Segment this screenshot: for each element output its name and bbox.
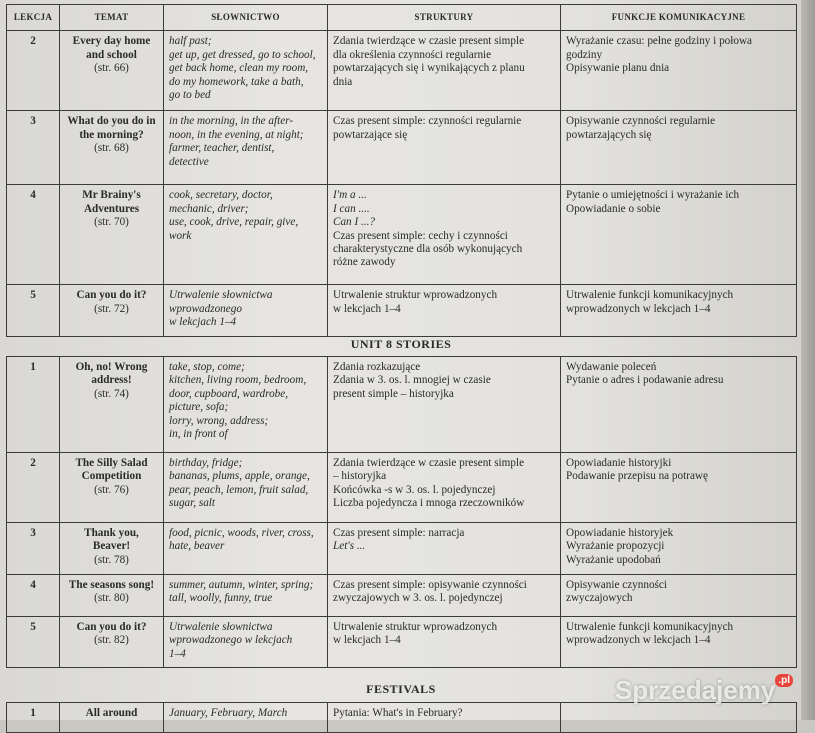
lesson-topic xyxy=(60,617,164,668)
text-line: dla określenia czynności regularnie xyxy=(333,48,492,61)
text-line: Can you do it? xyxy=(76,621,147,633)
structures-cell xyxy=(328,575,561,617)
text-line: Utrwalenie funkcji komunikacyjnych xyxy=(566,621,734,633)
lesson-topic xyxy=(60,357,164,453)
page-ref: (str. 76) xyxy=(94,483,129,496)
text-line: Czas present simple: czynności regularnie xyxy=(333,115,522,128)
functions-cell xyxy=(561,703,797,733)
header-temat: TEMAT xyxy=(60,5,164,31)
functions-cell xyxy=(561,185,797,285)
text-line: Zdania w 3. os. l. mnogiej w czasie xyxy=(333,374,491,387)
lesson-number: 5 xyxy=(7,617,60,668)
text-line: różne zawody xyxy=(333,256,396,269)
table-row xyxy=(7,523,797,575)
text-line: Pytanie o umiejętności i wyrażanie ich xyxy=(566,189,740,202)
vocabulary-cell xyxy=(164,703,328,733)
text-line: Czas present simple: narracja xyxy=(333,527,465,539)
vocabulary-cell xyxy=(164,111,328,185)
vocabulary-cell xyxy=(164,523,328,575)
structures-cell xyxy=(328,617,561,668)
page-ref: (str. 82) xyxy=(94,634,129,647)
lesson-topic xyxy=(60,523,164,575)
lesson-number: 2 xyxy=(7,31,60,111)
table-row xyxy=(7,31,797,111)
text-line: Zdania twierdzące w czasie present simple xyxy=(333,457,525,469)
text-line: sugar, salt xyxy=(169,497,216,510)
page-ref: (str. 70) xyxy=(94,216,129,229)
text-line: Utrwalenie słownictwa xyxy=(169,621,273,633)
text-line: Liczba pojedyncza i mnoga rzeczowników xyxy=(333,497,525,510)
text-line: lorry, wrong, address; xyxy=(169,414,269,427)
text-line: Thank you, Beaver! xyxy=(84,527,139,553)
text-line: Utrwalenie funkcji komunikacyjnych xyxy=(566,289,734,302)
functions-cell xyxy=(561,617,797,668)
text-line: wprowadzonego w lekcjach xyxy=(169,634,293,647)
text-line: Zdania twierdzące w czasie present simple xyxy=(333,35,525,48)
text-line: Can I ...? xyxy=(333,216,375,229)
text-line: summer, autumn, winter, spring; xyxy=(169,579,314,591)
text-line: Every day home xyxy=(72,35,151,48)
table-row xyxy=(7,111,797,185)
text-line: Utrwalenie struktur wprowadzonych xyxy=(333,289,498,302)
text-line: Wyrażanie upodobań xyxy=(566,553,661,566)
functions-cell xyxy=(561,523,797,575)
unit8-title: UNIT 8 STORIES xyxy=(350,337,452,351)
vocabulary-cell xyxy=(164,453,328,523)
structures-cell xyxy=(328,703,561,733)
text-line: Wydawanie poleceń xyxy=(566,361,657,373)
text-line: Oh, no! Wrong xyxy=(75,361,148,373)
text-line: in the morning, in the after- xyxy=(169,115,294,128)
table-row xyxy=(7,357,797,453)
text-line: godziny xyxy=(566,48,603,61)
festivals-title: FESTIVALS xyxy=(366,682,436,696)
text-line: Utrwalenie struktur wprowadzonych xyxy=(333,621,498,633)
lessons-table-unit7 xyxy=(6,4,797,337)
text-line: cook, secretary, doctor, xyxy=(169,189,273,202)
text-line: farmer, teacher, dentist, xyxy=(169,142,275,155)
text-line: wprowadzonego xyxy=(169,302,242,315)
text-line: and school xyxy=(86,48,137,61)
functions-cell xyxy=(561,575,797,617)
text-line: mechanic, driver; xyxy=(169,202,249,215)
page-ref: (str. 66) xyxy=(94,62,129,75)
text-line: Opowiadanie historyjek xyxy=(566,527,674,539)
text-line: powtarzających się i wynikających z planu xyxy=(333,62,525,75)
text-line: charakterystyczne dla osób wykonujących xyxy=(333,243,523,256)
lesson-topic xyxy=(60,285,164,336)
text-line: powtarzających się xyxy=(566,128,652,141)
text-line: Pytanie o adres i podawanie adresu xyxy=(566,374,724,387)
lesson-number: 5 xyxy=(7,285,60,336)
text-line: detective xyxy=(169,155,209,168)
text-line: Opowiadanie o sobie xyxy=(566,202,661,215)
text-line: 1–4 xyxy=(169,647,186,660)
structures-cell xyxy=(328,523,561,575)
text-line: wprowadzonych w lekcjach 1–4 xyxy=(566,302,711,315)
lesson-topic xyxy=(60,703,164,733)
text-line: noon, in the evening, at night; xyxy=(169,128,304,141)
text-line: tall, woolly, funny, true xyxy=(169,592,273,605)
text-line: bananas, plums, apple, orange, xyxy=(169,470,310,483)
text-line: Wyrażanie czasu: pełne godziny i połowa xyxy=(566,35,753,48)
lessons-table-festivals xyxy=(6,702,797,733)
text-line: w lekcjach 1–4 xyxy=(333,302,401,315)
text-line: dnia xyxy=(333,75,353,88)
text-line: Wyrażanie propozycji xyxy=(566,540,665,553)
text-line: I can .... xyxy=(333,202,370,215)
lesson-number: 4 xyxy=(7,575,60,617)
text-line: – historyjka xyxy=(333,470,387,483)
structures-cell xyxy=(328,285,561,336)
text-line: food, picnic, woods, river, cross, xyxy=(169,527,314,539)
text-line: Pytania: What's in February? xyxy=(333,707,463,719)
text-line: What do you do in xyxy=(67,115,156,128)
lesson-topic xyxy=(60,185,164,285)
text-line: Zdania rozkazujące xyxy=(333,361,421,373)
text-line: get up, get dressed, go to school, xyxy=(169,48,316,61)
text-line: Opisywanie czynności regularnie xyxy=(566,115,716,128)
text-line: address! xyxy=(91,374,132,387)
table-row xyxy=(7,703,797,733)
lesson-topic xyxy=(60,31,164,111)
page-ref: (str. 80) xyxy=(94,592,129,605)
watermark-logo: Sprzedajemy $^{.pl}$ xyxy=(615,675,793,706)
text-line: Czas present simple: opisywanie czynności xyxy=(333,579,527,591)
text-line: use, cook, drive, repair, give, work xyxy=(169,216,299,242)
functions-cell xyxy=(561,453,797,523)
text-line: Opowiadanie historyjki xyxy=(566,457,672,469)
text-line: half past; xyxy=(169,35,212,48)
text-line: the morning? xyxy=(79,128,144,141)
text-line: zwyczajowych w 3. os. l. pojedynczej xyxy=(333,592,503,605)
lesson-topic xyxy=(60,111,164,185)
lesson-number: 4 xyxy=(7,185,60,285)
text-line: birthday, fridge; xyxy=(169,457,243,469)
structures-cell xyxy=(328,31,561,111)
text-line: January, February, March xyxy=(169,707,288,719)
structures-cell xyxy=(328,357,561,453)
functions-cell xyxy=(561,111,797,185)
text-line: Czas present simple: cechy i czynności xyxy=(333,229,508,242)
vocabulary-cell xyxy=(164,357,328,453)
table-row xyxy=(7,453,797,523)
header-funkcje: FUNKCJE KOMUNIKACYJNE xyxy=(561,5,797,31)
table-row xyxy=(7,285,797,336)
lesson-number: 2 xyxy=(7,453,60,523)
lesson-number: 3 xyxy=(7,111,60,185)
text-line: Utrwalenie słownictwa xyxy=(169,289,273,302)
structures-cell xyxy=(328,185,561,285)
text-line: kitchen, living room, bedroom, xyxy=(169,374,307,387)
lesson-number: 1 xyxy=(7,703,60,733)
text-line: w lekcjach 1–4 xyxy=(333,634,401,647)
text-line: wprowadzonych w lekcjach 1–4 xyxy=(566,634,711,647)
functions-cell xyxy=(561,357,797,453)
text-line: hate, beaver xyxy=(169,540,225,553)
lesson-number: 3 xyxy=(7,523,60,575)
text-line: powtarzające się xyxy=(333,128,408,141)
vocabulary-cell xyxy=(164,617,328,668)
text-line: get back home, clean my room, xyxy=(169,62,309,75)
text-line: go to bed xyxy=(169,89,211,102)
functions-cell xyxy=(561,285,797,336)
header-lekcja: LEKCJA xyxy=(7,5,60,31)
vocabulary-cell xyxy=(164,185,328,285)
text-line: w lekcjach 1–4 xyxy=(169,316,237,329)
table-row xyxy=(7,617,797,668)
vocabulary-cell xyxy=(164,31,328,111)
page-ref: (str. 74) xyxy=(94,387,129,400)
text-line: Opisywanie planu dnia xyxy=(566,62,670,75)
table-row xyxy=(7,575,797,617)
text-line: pear, peach, lemon, fruit salad, xyxy=(169,483,309,496)
lessons-table-unit8 xyxy=(6,356,797,668)
text-line: Mr Brainy's xyxy=(82,189,141,202)
structures-cell xyxy=(328,453,561,523)
table-row xyxy=(7,185,797,285)
text-line: door, cupboard, wardrobe, xyxy=(169,387,289,400)
table-header-row xyxy=(7,5,797,31)
lesson-topic xyxy=(60,575,164,617)
text-line: Opisywanie czynności xyxy=(566,579,667,591)
text-line: The seasons song! xyxy=(68,579,155,591)
page-edge xyxy=(801,0,815,720)
text-line: I'm a ... xyxy=(333,189,367,202)
page-ref: (str. 72) xyxy=(94,302,129,315)
header-struktury: STRUKTURY xyxy=(328,5,561,31)
text-line: The Silly Salad xyxy=(75,457,148,469)
page-ref: (str. 78) xyxy=(94,553,129,566)
text-line: in, in front of xyxy=(169,428,228,441)
text-line: All around xyxy=(85,707,138,719)
text-line: Adventures xyxy=(83,202,140,215)
text-line: do my homework, take a bath, xyxy=(169,75,304,88)
text-line: present simple – historyjka xyxy=(333,387,454,400)
lesson-number: 1 xyxy=(7,357,60,453)
functions-cell xyxy=(561,31,797,111)
text-line: Competition xyxy=(81,470,142,483)
text-line: picture, sofa; xyxy=(169,401,229,414)
page-ref: (str. 68) xyxy=(94,142,129,155)
vocabulary-cell xyxy=(164,285,328,336)
vocabulary-cell xyxy=(164,575,328,617)
text-line: Podawanie przepisu na potrawę xyxy=(566,470,708,483)
text-line: zwyczajowych xyxy=(566,592,633,605)
header-slownictwo: SŁOWNICTWO xyxy=(164,5,328,31)
text-line: Can you do it? xyxy=(76,289,147,302)
structures-cell xyxy=(328,111,561,185)
text-line: Let's ... xyxy=(333,540,366,553)
text-line: take, stop, come; xyxy=(169,361,245,373)
lesson-topic xyxy=(60,453,164,523)
text-line: Końcówka -s w 3. os. l. pojedynczej xyxy=(333,483,496,496)
